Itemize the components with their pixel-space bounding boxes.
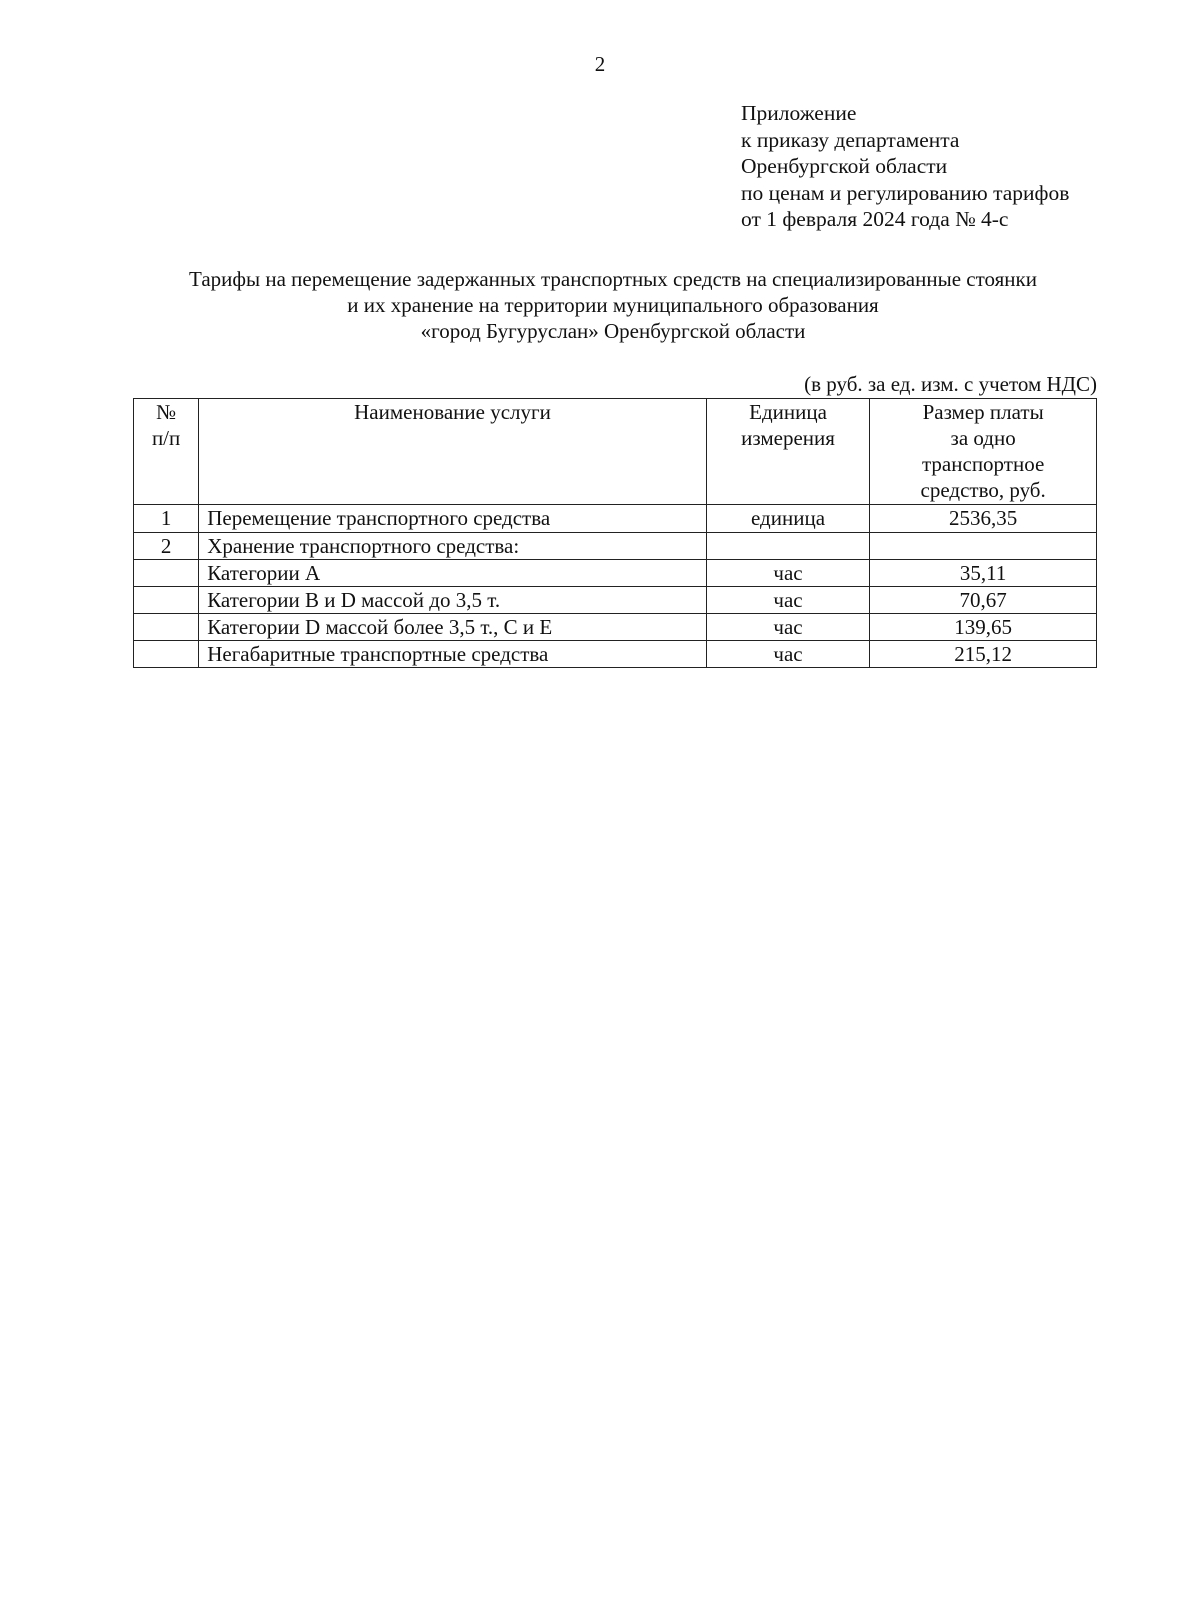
cell-num <box>134 614 199 641</box>
header-unit-line: Единица <box>749 400 827 424</box>
cell-name: Хранение транспортного средства: <box>199 533 707 560</box>
cell-name: Категории B и D массой до 3,5 т. <box>199 587 707 614</box>
cell-num: 1 <box>134 505 199 533</box>
header-unit-line: измерения <box>741 426 835 450</box>
cell-unit: час <box>706 614 870 641</box>
header-num <box>134 399 199 505</box>
cell-price: 139,65 <box>870 614 1097 641</box>
table-row <box>134 505 1097 533</box>
cell-name: Негабаритные транспортные средства <box>199 641 707 668</box>
appendix-line: к приказу департамента <box>741 127 960 152</box>
cell-price: 2536,35 <box>870 505 1097 533</box>
cell-name: Перемещение транспортного средства <box>199 505 707 533</box>
cell-unit: час <box>706 587 870 614</box>
cell-price: 70,67 <box>870 587 1097 614</box>
appendix-line: по ценам и регулированию тарифов <box>741 180 1070 205</box>
cell-num <box>134 560 199 587</box>
cell-unit: час <box>706 641 870 668</box>
title-line: и их хранение на территории муниципального образования <box>347 293 879 317</box>
cell-unit <box>706 533 870 560</box>
appendix-line: от 1 февраля 2024 года № 4-с <box>741 207 1009 231</box>
appendix-block <box>741 100 1069 233</box>
title-line: «город Бугуруслан» Оренбургской области <box>420 319 806 343</box>
header-name <box>199 399 707 505</box>
appendix-line: Оренбургской области <box>741 154 948 178</box>
header-name-text: Наименование услуги <box>354 400 551 424</box>
header-num-line: № <box>156 400 177 424</box>
title-line: Тарифы на перемещение задержанных транспортных средств на специализированные стоянки <box>189 267 1037 291</box>
cell-unit: час <box>706 560 870 587</box>
table-row <box>134 614 1097 641</box>
table-row <box>134 587 1097 614</box>
page-number: 2 <box>594 52 606 76</box>
table-row <box>134 533 1097 560</box>
header-price-line: средство, руб. <box>920 478 1046 502</box>
header-price <box>870 399 1097 505</box>
document-title <box>130 266 1096 344</box>
appendix-line: Приложение <box>741 101 857 125</box>
header-price-line: транспортное <box>922 452 1045 476</box>
header-num-line: п/п <box>151 426 181 450</box>
cell-num <box>134 641 199 668</box>
cell-price <box>870 533 1097 560</box>
header-price-line: Размер платы <box>922 400 1044 424</box>
table-header-row <box>134 399 1097 505</box>
cell-name: Категории D массой более 3,5 т., C и E <box>199 614 707 641</box>
cell-num <box>134 587 199 614</box>
cell-name: Категории А <box>199 560 707 587</box>
tariffs-table <box>133 398 1097 668</box>
table-row <box>134 560 1097 587</box>
table-row <box>134 641 1097 668</box>
header-price-line: за одно <box>950 426 1016 450</box>
cell-price: 215,12 <box>870 641 1097 668</box>
cell-price: 35,11 <box>870 560 1097 587</box>
cell-num: 2 <box>134 533 199 560</box>
header-unit <box>706 399 870 505</box>
cell-unit: единица <box>706 505 870 533</box>
units-note: (в руб. за ед. изм. с учетом НДС) <box>804 372 1097 396</box>
